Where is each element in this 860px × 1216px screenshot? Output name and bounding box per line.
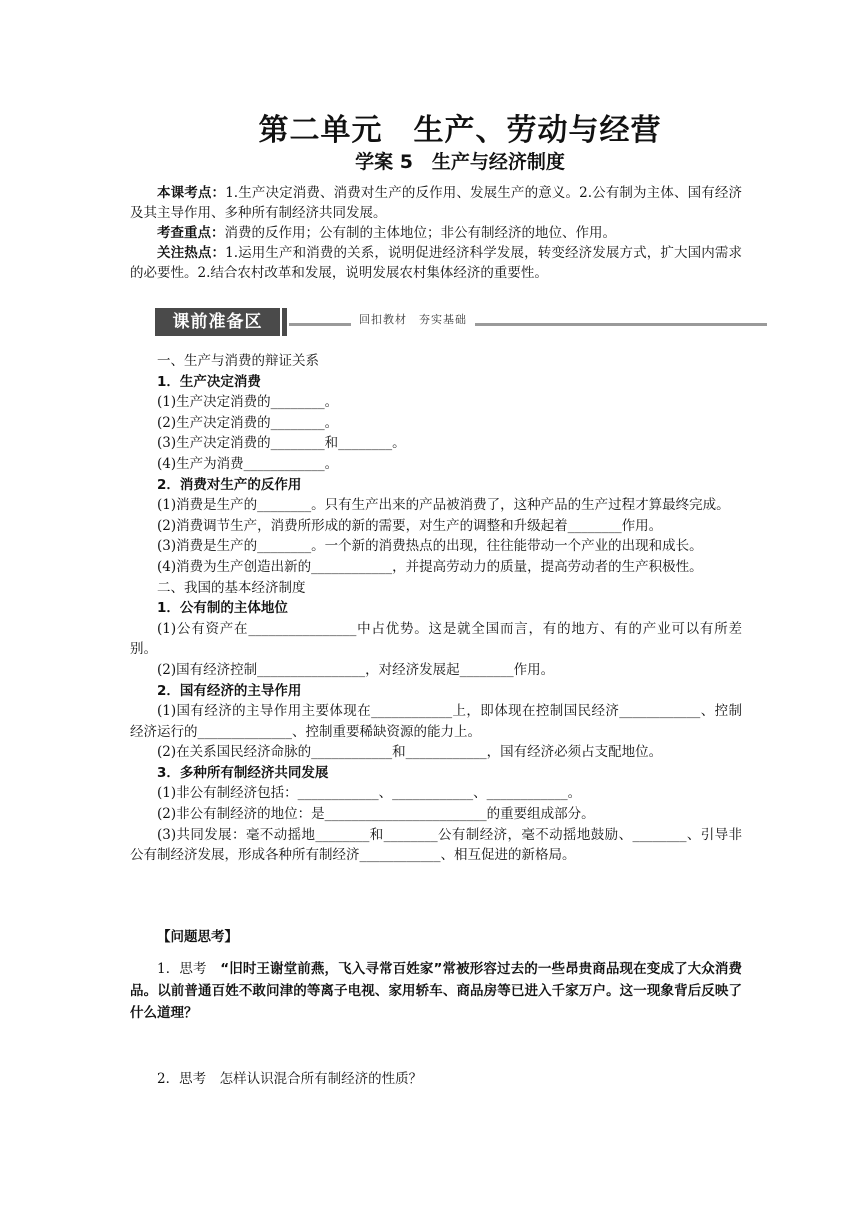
content-line: (2)非公有制经济的地位：是________________________的重要组成部分。 (157, 806, 595, 823)
intro-line (130, 223, 742, 243)
intro-section (130, 183, 742, 283)
unit-title: 第二单元 生产、劳动与经营 (258, 113, 662, 148)
question-2-label: 2．思考 (157, 1071, 207, 1087)
content-line: (1)非公有制经济包括：____________、____________、____________。 (157, 785, 582, 802)
content-line: (2)在关系国民经济命脉的____________和____________，国有经济必须占支配地位。 (157, 744, 663, 761)
question-1-label: 1．思考 (157, 961, 207, 977)
banner-tag: 回扣教材 夯实基础 (351, 311, 475, 327)
intro-line (130, 183, 742, 223)
content-line: (1)公有资产在________________中占优势。这是就全国而言，有的地方、有的产业可以有所差别。 (130, 620, 742, 658)
content-line: (1)消费是生产的________。只有生产出来的产品被消费了，这种产品的生产过程才算最终完成。 (157, 497, 730, 514)
section-heading: 1．生产决定消费 (157, 373, 261, 390)
intro-label: 考查重点： (157, 225, 225, 241)
section-heading: 1．公有制的主体地位 (157, 600, 288, 617)
banner-label: 课前准备区 (155, 308, 280, 336)
content-line: (2)生产决定消费的________。 (157, 414, 339, 431)
question-2 (130, 1068, 742, 1090)
intro-text: 1.运用生产和消费的关系，说明促进经济科学发展，转变经济发展方式，扩大国内需求的必要性。2.结合农村改革和发展，说明发展农村集体经济的重要性。 (130, 245, 742, 281)
section-heading: 3．多种所有制经济共同发展 (157, 764, 329, 781)
question-1 (130, 958, 742, 1024)
content-line: (3)消费是生产的________。一个新的消费热点的出现，往往能带动一个产业的出现和成长。 (157, 538, 703, 555)
question-heading-block (130, 926, 742, 948)
section-heading: 2．国有经济的主导作用 (157, 682, 302, 699)
intro-line (130, 243, 742, 283)
intro-label: 关注热点： (157, 245, 226, 261)
intro-text: 消费的反作用；公有制的主体地位；非公有制经济的地位、作用。 (224, 225, 616, 241)
section-heading: 2．消费对生产的反作用 (157, 476, 302, 493)
intro-text: 1.生产决定消费、消费对生产的反作用、发展生产的意义。2.公有制为主体、国有经济及其主导作用、多种所有制经济共同发展。 (130, 185, 742, 221)
banner-bar (282, 308, 287, 336)
content-line: 二、我国的基本经济制度 (157, 579, 306, 596)
content-line: (1)国有经济的主导作用主要体现在____________上，即体现在控制国民经济____________、控制经济运行的______________、控制重要稀缺资源的能力上。 (130, 703, 742, 740)
content-line: 一、生产与消费的辩证关系 (157, 353, 319, 369)
content-line: (4)生产为消费____________。 (157, 455, 339, 472)
content-line: (1)生产决定消费的________。 (157, 394, 339, 411)
question-1-text: “旧时王谢堂前燕，飞入寻常百姓家”常被形容过去的一些昂贵商品现在变成了大众消费品。以前普通百姓不敢问津的等离子电视、家用轿车、商品房等已进入千家万户。这一现象背后反映了什么道理？ (130, 961, 743, 1021)
section-banner (155, 307, 767, 337)
content-line: (4)消费为生产创造出新的____________，并提高劳动力的质量，提高劳动者的生产积极性。 (157, 558, 703, 575)
question-heading: 【问题思考】 (157, 929, 238, 945)
content-line: (3)生产决定消费的________和________。 (157, 435, 406, 452)
content-line: (2)国有经济控制________________，对经济发展起________作用。 (157, 661, 555, 678)
content-line: (3)共同发展：毫不动摇地________和________公有制经济，毫不动摇地鼓励、________、引导非公有制经济发展，形成各种所有制经济____________、相互促进的新格局。 (130, 826, 742, 864)
content-section (130, 351, 742, 866)
lesson-subtitle: 学案 5 生产与经济制度 (355, 151, 565, 173)
intro-label: 本课考点： (157, 185, 226, 201)
question-2-text: 怎样认识混合所有制经济的性质？ (219, 1071, 423, 1087)
content-line: (2)消费调节生产，消费所形成的新的需要，对生产的调整和升级起着________作用。 (157, 517, 663, 534)
